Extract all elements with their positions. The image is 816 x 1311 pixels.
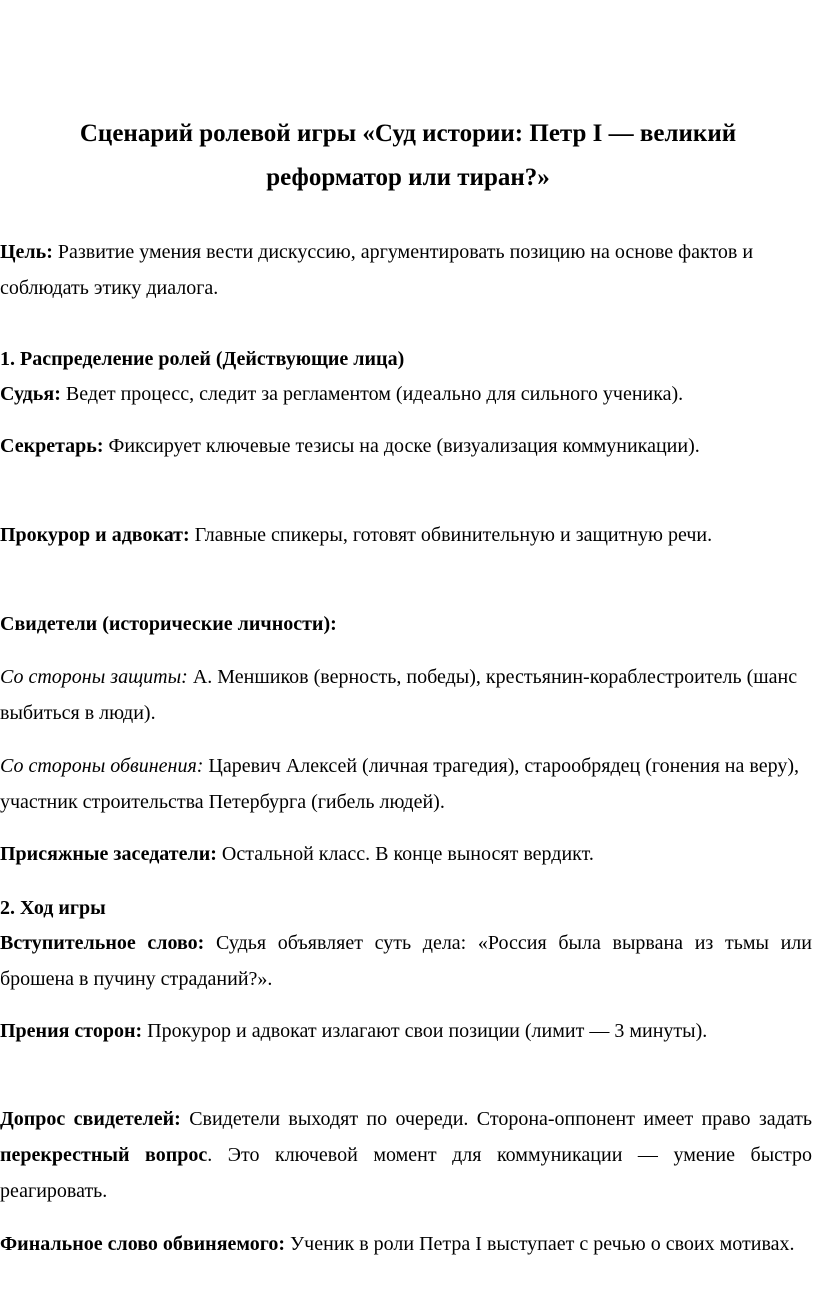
debate-text: Прокурор и адвокат излагают свои позиции (лимит — 3 минуты). bbox=[142, 1020, 708, 1042]
defense-paragraph bbox=[0, 659, 812, 731]
intro-label: Вступительное слово: bbox=[0, 932, 205, 954]
final-word-paragraph bbox=[0, 1226, 812, 1262]
witness-label: Допрос свидетелей: bbox=[0, 1108, 181, 1130]
witness-paragraph bbox=[0, 1101, 812, 1209]
secretary-text: Фиксирует ключевые тезисы на доске (визуализация коммуникации). bbox=[103, 435, 700, 457]
goal-paragraph bbox=[0, 234, 812, 306]
prosecutor-text: Главные спикеры, готовят обвинительную и защитную речи. bbox=[189, 524, 713, 546]
defense-label: Со стороны защиты: bbox=[0, 666, 188, 688]
witnesses-heading: Свидетели (исторические личности): bbox=[0, 613, 337, 635]
prosecutor-paragraph bbox=[0, 517, 812, 553]
section2-heading: 2. Ход игры bbox=[0, 897, 106, 919]
section1-heading: 1. Распределение ролей (Действующие лица) bbox=[0, 348, 405, 370]
prosecution-label: Со стороны обвинения: bbox=[0, 755, 204, 777]
intro-paragraph bbox=[0, 925, 812, 997]
witness-text-before: Свидетели выходят по очереди. Сторона-оппонент имеет право задать bbox=[180, 1108, 812, 1130]
secretary-label: Секретарь: bbox=[0, 435, 104, 457]
witness-text-after: . Это ключевой момент для коммуникации — умение быстро реагировать. bbox=[0, 1144, 813, 1202]
judge-text: Ведет процесс, следит за регламентом (идеально для сильного ученика). bbox=[60, 383, 684, 405]
judge-label: Судья: bbox=[0, 383, 61, 405]
prosecution-paragraph bbox=[0, 748, 812, 820]
final-word-text: Ученик в роли Петра I выступает с речью о своих мотивах. bbox=[285, 1233, 795, 1255]
jury-paragraph bbox=[0, 836, 812, 872]
debate-paragraph bbox=[0, 1013, 812, 1049]
prosecution-text: Царевич Алексей (личная трагедия), старообрядец (гонения на веру), участник строительства Петербурга (гибель людей). bbox=[0, 755, 799, 813]
goal-text: Развитие умения вести дискуссию, аргументировать позицию на основе фактов и соблюдать этику диалога. bbox=[0, 241, 754, 299]
secretary-paragraph bbox=[0, 428, 812, 464]
debate-label: Прения сторон: bbox=[0, 1020, 143, 1042]
cross-question-term: перекрестный вопрос bbox=[0, 1144, 208, 1166]
document-title: Сценарий ролевой игры «Суд истории: Петр I — великий реформатор или тиран?» bbox=[79, 120, 737, 191]
intro-text: Судья объявляет суть дела: «Россия была вырвана из тьмы или брошена в пучину страданий?». bbox=[0, 932, 812, 990]
jury-text: Остальной класс. В конце выносят вердикт. bbox=[216, 843, 594, 865]
jury-label: Присяжные заседатели: bbox=[0, 843, 217, 865]
final-word-label: Финальное слово обвиняемого: bbox=[0, 1233, 286, 1255]
goal-label: Цель: bbox=[0, 241, 53, 263]
judge-paragraph bbox=[0, 376, 812, 412]
prosecutor-label: Прокурор и адвокат: bbox=[0, 524, 190, 546]
defense-text: А. Меншиков (верность, победы), крестьянин-кораблестроитель (шанс выбиться в люди). bbox=[0, 666, 798, 724]
